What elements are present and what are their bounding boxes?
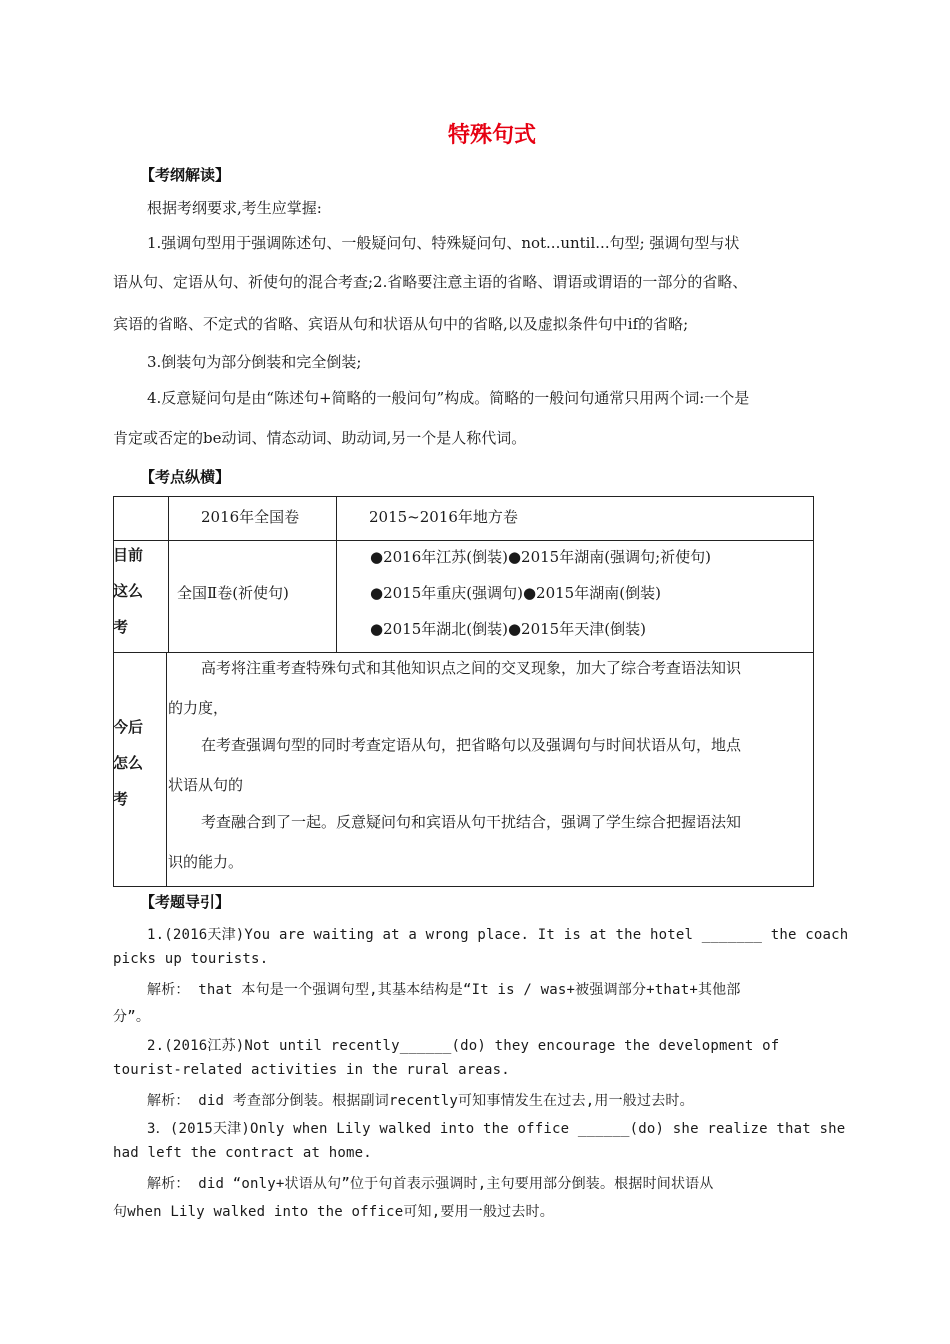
row-current-local-line: ●2015年重庆(强调句)●2015年湖南(倒装) <box>370 584 661 602</box>
answer-1-line2: 分”。 <box>113 1009 151 1025</box>
table-header-local: 2015~2016年地方卷 <box>369 508 518 526</box>
syllabus-item4-line1: 4.反意疑问句是由“陈述句+简略的一般问句”构成。简略的一般问句通常只用两个词:一个是 <box>147 389 750 407</box>
syllabus-item1-line1: 1.强调句型用于强调陈述句、一般疑问句、特殊疑问句、not...until...句型; 强调句型与状 <box>147 234 740 252</box>
question-1-line2: picks up tourists. <box>113 951 269 967</box>
question-3-line2: had left the contract at home. <box>113 1145 372 1161</box>
row-label-line: 怎么 <box>113 754 144 772</box>
syllabus-intro: 根据考纲要求,考生应掌握: <box>147 199 322 217</box>
answer-1-line1: 解析： that 本句是一个强调句型,其基本结构是“It is / was+被强调部分+that+其他部 <box>147 982 741 998</box>
table-header-national: 2016年全国卷 <box>201 508 300 526</box>
question-1-line1: 1.(2016天津)You are waiting at a wrong place. It is at the hotel _______ the coach <box>147 927 849 943</box>
row-current-national: 全国Ⅱ卷(祈使句) <box>177 584 289 602</box>
row-future-text-line: 高考将注重考查特殊句式和其他知识点之间的交叉现象，加大了综合考查语法知识 <box>201 659 742 677</box>
syllabus-item1-line2: 语从句、定语从句、祈使句的混合考查;2.省略要注意主语的省略、谓语或谓语的一部分的省略、 <box>113 273 748 291</box>
answer-2-line1: 解析： did 考查部分倒装。根据副词recently可知事情发生在过去,用一般过去时。 <box>147 1093 694 1109</box>
section-heading-syllabus: 【考纲解读】 <box>140 166 231 184</box>
syllabus-item1-line3: 宾语的省略、不定式的省略、宾语从句和状语从句中的省略,以及虚拟条件句中if的省略; <box>113 315 689 333</box>
page-title: 特殊句式 <box>447 123 536 148</box>
table-divider <box>113 540 814 541</box>
question-3-line1: 3．(2015天津)Only when Lily walked into the office ______(do) she realize that she <box>147 1121 846 1137</box>
row-label-line: 考 <box>113 618 129 636</box>
question-2-line2: tourist-related activities in the rural areas. <box>113 1062 510 1078</box>
syllabus-item3: 3.倒装句为部分倒装和完全倒装; <box>147 353 362 371</box>
row-future-text-line: 考查融合到了一起。反意疑问句和宾语从句干扰结合，强调了学生综合把握语法知 <box>201 813 742 831</box>
answer-3-line2: 句when Lily walked into the office可知,要用一般过去时。 <box>113 1204 554 1220</box>
table-divider <box>166 652 167 887</box>
row-current-local-line: ●2016年江苏(倒装)●2015年湖南(强调句;祈使句) <box>370 548 711 566</box>
row-label-line: 今后 <box>113 718 144 736</box>
section-heading-exam-guide: 【考题导引】 <box>140 893 231 911</box>
row-label-line: 目前 <box>113 546 144 564</box>
table-divider <box>113 652 814 653</box>
answer-3-line1: 解析： did “only+状语从句”位于句首表示强调时,主句要用部分倒装。根据时间状语从 <box>147 1176 714 1192</box>
row-label-current <box>113 537 143 645</box>
section-heading-exam-points: 【考点纵横】 <box>140 468 231 486</box>
row-label-future <box>113 709 143 817</box>
row-future-text-line: 的力度， <box>168 699 229 717</box>
question-2-line1: 2.(2016江苏)Not until recently______(do) they encourage the development of <box>147 1038 780 1054</box>
row-label-line: 考 <box>113 790 129 808</box>
row-future-text-line: 在考查强调句型的同时考查定语从句，把省略句以及强调句与时间状语从句，地点 <box>201 736 742 754</box>
syllabus-item4-line2: 肯定或否定的be动词、情态动词、助动词,另一个是人称代词。 <box>113 429 527 447</box>
row-future-text-line: 状语从句的 <box>168 776 244 794</box>
row-current-local-line: ●2015年湖北(倒装)●2015年天津(倒装) <box>370 620 646 638</box>
row-future-text-line: 识的能力。 <box>168 853 244 871</box>
row-label-line: 这么 <box>113 582 144 600</box>
table-divider <box>168 496 169 653</box>
table-divider <box>336 496 337 653</box>
